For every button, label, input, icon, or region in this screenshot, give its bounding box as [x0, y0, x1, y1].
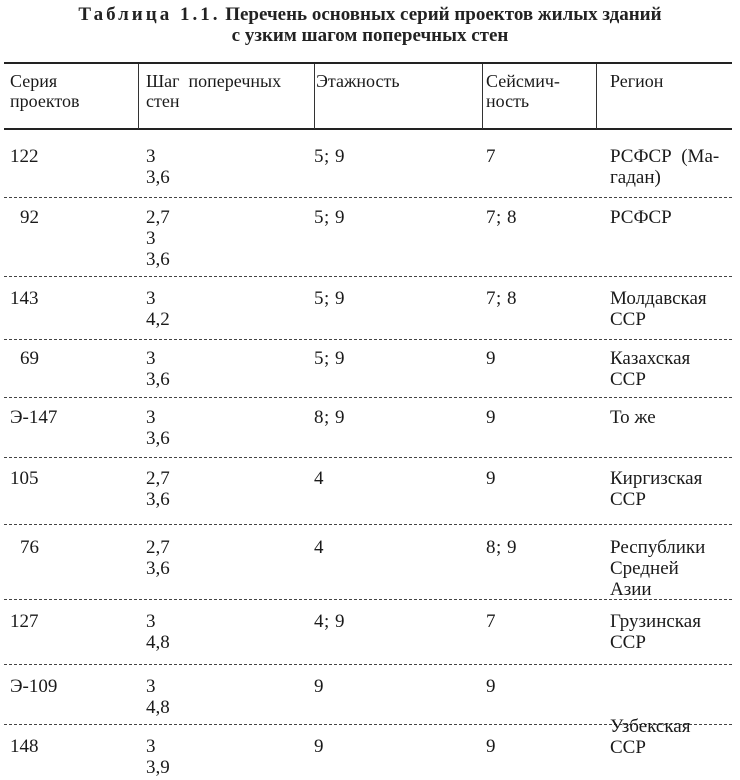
- seismic-cell: 7: [486, 611, 496, 632]
- series-cell: 105: [10, 468, 39, 489]
- region-cell: ССР: [610, 489, 646, 510]
- header-bottom-rule: [4, 128, 732, 130]
- step-cell: 3,9: [146, 757, 170, 778]
- row-separator: [4, 524, 732, 525]
- step-cell: 2,7: [146, 537, 170, 558]
- region-cell: РСФСР (Ма-: [610, 146, 720, 167]
- region-cell: Казахская: [610, 348, 691, 369]
- step-cell: 3: [146, 146, 156, 167]
- step-cell: 3: [146, 228, 156, 249]
- column-header: проектов: [10, 91, 80, 111]
- region-cell: РСФСР: [610, 207, 672, 228]
- floors-cell: 5; 9: [314, 288, 346, 309]
- step-cell: 3: [146, 407, 156, 428]
- header-column-divider: [138, 64, 139, 129]
- region-cell: Грузинская: [610, 611, 701, 632]
- step-cell: 3,6: [146, 369, 170, 390]
- header-column-divider: [596, 64, 597, 129]
- floors-cell: 8; 9: [314, 407, 346, 428]
- seismic-cell: 7; 8: [486, 288, 518, 309]
- step-cell: 3,6: [146, 428, 170, 449]
- step-cell: 2,7: [146, 468, 170, 489]
- column-header: Этажность: [316, 71, 400, 91]
- seismic-cell: 9: [486, 468, 496, 489]
- row-separator: [4, 276, 732, 277]
- series-cell: 143: [10, 288, 39, 309]
- region-cell: Молдавская: [610, 288, 707, 309]
- seismic-cell: 9: [486, 407, 496, 428]
- region-cell: ССР: [610, 737, 646, 758]
- seismic-cell: 9: [486, 676, 496, 697]
- floors-cell: 4: [314, 468, 324, 489]
- region-cell: Азии: [610, 579, 652, 600]
- row-separator: [4, 397, 732, 398]
- header-column-divider: [482, 64, 483, 129]
- column-header: Регион: [610, 71, 664, 91]
- region-cell: Средней: [610, 558, 679, 579]
- floors-cell: 5; 9: [314, 207, 346, 228]
- seismic-cell: 7; 8: [486, 207, 518, 228]
- step-cell: 3,6: [146, 167, 170, 188]
- caption-line-1: Перечень основных серий проектов жилых зданий: [225, 4, 662, 25]
- floors-cell: 4; 9: [314, 611, 346, 632]
- region-cell: ССР: [610, 369, 646, 390]
- column-header: ность: [486, 91, 530, 111]
- step-cell: 3: [146, 611, 156, 632]
- seismic-cell: 9: [486, 348, 496, 369]
- row-separator: [4, 457, 732, 458]
- caption-lead: Таблица 1.1.: [78, 4, 221, 25]
- floors-cell: 5; 9: [314, 348, 346, 369]
- series-cell: Э-109: [10, 676, 58, 697]
- floors-cell: 4: [314, 537, 324, 558]
- region-cell: гадан): [610, 167, 661, 188]
- step-cell: 2,7: [146, 207, 170, 228]
- column-header: Сейсмич-: [486, 71, 560, 91]
- seismic-cell: 9: [486, 736, 496, 757]
- region-cell: Узбекская: [610, 716, 691, 737]
- series-cell: 127: [10, 611, 39, 632]
- series-cell: Э-147: [10, 407, 58, 428]
- caption-line-2: с узким шагом поперечных стен: [231, 25, 509, 46]
- column-header: Шаг поперечных: [146, 71, 282, 91]
- series-cell: 122: [10, 146, 39, 167]
- step-cell: 3: [146, 348, 156, 369]
- step-cell: 4,8: [146, 697, 170, 718]
- region-cell: ССР: [610, 309, 646, 330]
- seismic-cell: 8; 9: [486, 537, 518, 558]
- header-column-divider: [314, 64, 315, 129]
- step-cell: 3,6: [146, 489, 170, 510]
- floors-cell: 9: [314, 676, 324, 697]
- region-cell: ССР: [610, 632, 646, 653]
- row-separator: [4, 664, 732, 665]
- floors-cell: 5; 9: [314, 146, 346, 167]
- region-cell: Республики: [610, 537, 706, 558]
- table-caption: [0, 4, 740, 46]
- step-cell: 4,2: [146, 309, 170, 330]
- row-separator: [4, 339, 732, 340]
- series-cell: 92: [20, 207, 39, 228]
- step-cell: 3,6: [146, 249, 170, 270]
- header-top-rule: [4, 62, 732, 64]
- seismic-cell: 7: [486, 146, 496, 167]
- step-cell: 3: [146, 736, 156, 757]
- column-header: Серия: [10, 71, 58, 91]
- region-cell: Киргизская: [610, 468, 703, 489]
- series-cell: 76: [20, 537, 39, 558]
- step-cell: 3: [146, 676, 156, 697]
- row-separator: [4, 197, 732, 198]
- column-header: стен: [146, 91, 180, 111]
- floors-cell: 9: [314, 736, 324, 757]
- step-cell: 3,6: [146, 558, 170, 579]
- step-cell: 4,8: [146, 632, 170, 653]
- region-cell: То же: [610, 407, 656, 428]
- series-cell: 148: [10, 736, 39, 757]
- step-cell: 3: [146, 288, 156, 309]
- series-cell: 69: [20, 348, 39, 369]
